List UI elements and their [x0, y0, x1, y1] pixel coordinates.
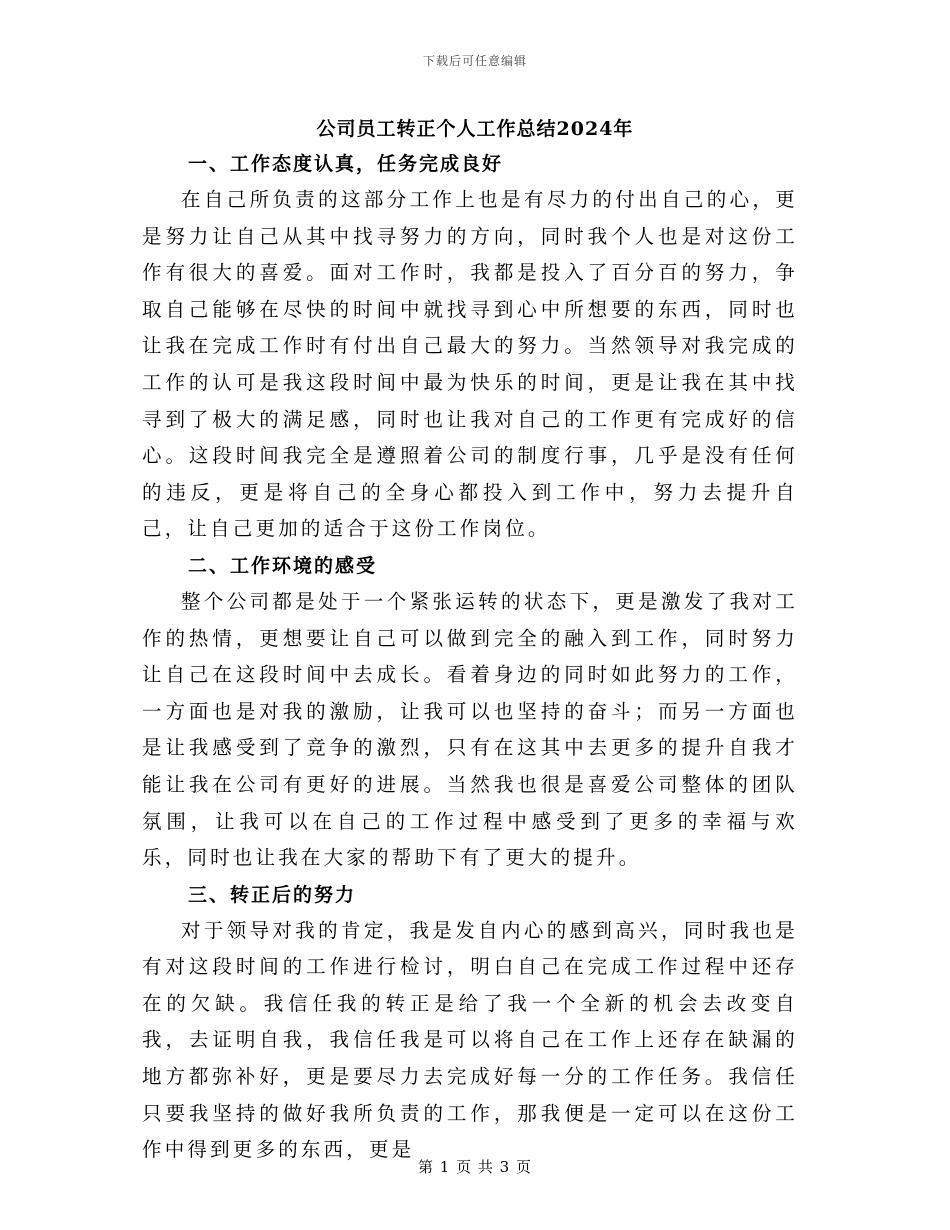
document-title: 公司员工转正个人工作总结2024年: [316, 118, 634, 140]
document-body: [142, 146, 798, 1169]
section-3-paragraph: 对于领导对我的肯定，我是发自内心的感到高兴，同时我也是有对这段时间的工作进行检讨，明白自己在完成工作过程中还存在的欠缺。我信任我的转正是给了我一个全新的机会去改变自我，去证明自我，我信任我是可以将自己在工作上还存在缺漏的地方都弥补好，更是要尽力去完成好每一分的工作任务。我信任只要我坚持的做好我所负责的工作，那我便是一定可以在这份工作中得到更多的东西，更是: [142, 918, 798, 1162]
section-3: [142, 877, 798, 1169]
section-1-paragraph: 在自己所负责的这部分工作上也是有尽力的付出自己的心，更是努力让自己从其中找寻努力的方向，同时我个人也是对这份工作有很大的喜爱。面对工作时，我都是投入了百分百的努力，争取自己能够在尽快的时间中就找寻到心中所想要的东西，同时也让我在完成工作时有付出自己最大的努力。当然领导对我完成的工作的认可是我这段时间中最为快乐的时间，更是让我在其中找寻到了极大的满足感，同时也让我对自己的工作更有完成好的信心。这段时间我完全是遵照着公司的制度行事，几乎是没有任何的违反，更是将自己的全身心都投入到工作中，努力去提升自己，让自己更加的适合于这份工作岗位。: [142, 188, 798, 541]
section-1-heading: 一、工作态度认真，任务完成良好: [188, 153, 504, 175]
section-3-heading: 三、转正后的努力: [188, 883, 357, 906]
section-1: [142, 146, 798, 548]
page-header-note: 下载后可任意编辑: [422, 54, 527, 68]
section-2: [142, 548, 798, 877]
page-number: 第 1 页 共 3 页: [418, 1158, 532, 1176]
section-2-paragraph: 整个公司都是处于一个紧张运转的状态下，更是激发了我对工作的热情，更想要让自己可以做到完全的融入到工作，同时努力让自己在这段时间中去成长。看着身边的同时如此努力的工作，一方面也是对我的激励，让我可以也坚持的奋斗；而另一方面也是让我感受到了竞争的激烈，只有在这其中去更多的提升自我才能让我在公司有更好的进展。当然我也很是喜爱公司整体的团队氛围，让我可以在自己的工作过程中感受到了更多的幸福与欢乐，同时也让我在大家的帮助下有了更大的提升。: [142, 589, 798, 870]
section-2-heading: 二、工作环境的感受: [188, 554, 378, 577]
